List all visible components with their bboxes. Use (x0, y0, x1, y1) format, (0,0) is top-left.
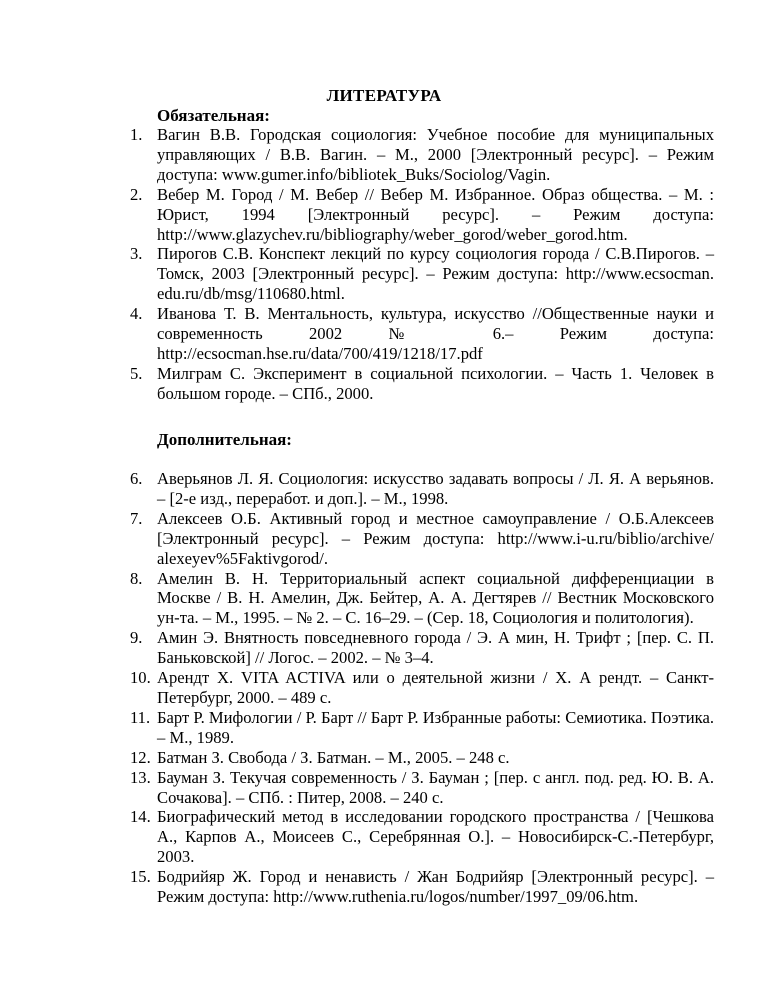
additional-heading: Дополнительная: (157, 430, 292, 449)
reference-item (130, 569, 714, 629)
reference-item (130, 509, 714, 569)
reference-number: 9. (130, 628, 143, 648)
reference-item (130, 807, 714, 867)
reference-number: 4. (130, 304, 143, 324)
reference-item (130, 469, 714, 509)
reference-text: Амин Э. Внятность повседневного города / Э. А мин, Н. Трифт ; [пер. С. П. Баньковской] // Логос. – 2002. – № 3–4. (157, 628, 714, 668)
reference-number: 6. (130, 469, 143, 488)
page-title: ЛИТЕРАТУРА (326, 86, 442, 105)
reference-number: 1. (130, 125, 143, 144)
reference-text: Милграм С. Эксперимент в социальной психологии. – Часть 1. Человек в большом городе. – СПб., 2000. (157, 363, 714, 403)
reference-text: Вебер М. Город / М. Вебер // Вебер М. Избранное. Образ общества. – М. : Юрист, 1994 [Электронный ресурс]. – Режим доступа: http://www.glazychev.ru/bibliography/weber_gorod/weber_gorod.htm. (157, 184, 714, 244)
reference-number: 15. (130, 867, 151, 887)
required-heading: Обязательная: (157, 106, 270, 125)
additional-references-list (130, 469, 714, 907)
reference-text: Барт Р. Мифологии / Р. Барт // Барт Р. Избранные работы: Семиотика. Поэтика. – М., 1989. (157, 707, 714, 747)
reference-item (130, 364, 714, 404)
reference-text: Амелин В. Н. Территориальный аспект социальной дифференциации в Москве / В. Н. Амелин, Дж. Бейтер, А. А. Дегтярев // Вестник Московского ун-та. – М., 1995. – № 2. – С. 16–29. – (Сер. 18, Социология и политология). (157, 568, 714, 628)
reference-item (130, 628, 714, 668)
reference-text: Иванова Т. В. Ментальность, культура, искусство //Общественные науки и современность 2002 № 6.– Режим доступа: http://ecsocman.hse.ru/data/700/419/1218/17.pdf (157, 304, 714, 363)
reference-text: Вагин В.В. Городская социология: Учебное пособие для муниципальных управляющих / В.В. Вагин. – М., 2000 [Электронный ресурс]. – Режим доступа: www.gumer.info/bibliotek_Buks/Sociolog/Vagin. (157, 125, 714, 184)
reference-number: 7. (130, 508, 143, 528)
reference-number: 11. (130, 707, 151, 727)
reference-number: 13. (130, 767, 151, 787)
reference-text: Батман З. Свобода / З. Батман. – М., 2005. – 248 с. (157, 747, 510, 767)
reference-number: 2. (130, 184, 143, 204)
reference-number: 10. (130, 668, 151, 688)
reference-item (130, 304, 714, 364)
reference-text: Бодрийяр Ж. Город и ненависть / Жан Бодрийяр [Электронный ресурс]. – Режим доступа: http://www.ruthenia.ru/logos/number/1997_09/06.htm. (157, 867, 714, 907)
reference-number: 12. (130, 747, 151, 767)
reference-text: Алексеев О.Б. Активный город и местное самоуправление / О.Б.Алексеев [Электронный ресурс]. – Режим доступа: http://www.i-u.ru/biblio/archive/ alexeyev%5Faktivgorod/. (157, 508, 714, 568)
reference-item (130, 708, 714, 748)
reference-item (130, 668, 714, 708)
reference-number: 5. (130, 363, 143, 383)
reference-text: Биографический метод в исследовании городского пространства / [Чешкова А., Карпов А., Моисеев С., Серебрянная О.]. – Новосибирск-С.-Петербург, 2003. (157, 807, 714, 867)
reference-item (130, 185, 714, 245)
reference-item (130, 125, 714, 185)
reference-number: 8. (130, 568, 143, 588)
reference-text: Арендт Х. VITA ACTIVA или о деятельной жизни / Х. А рендт. – Санкт-Петербург, 2000. – 489 с. (157, 668, 714, 707)
reference-item (130, 867, 714, 907)
reference-number: 14. (130, 807, 151, 827)
reference-item (130, 244, 714, 304)
reference-number: 3. (130, 244, 143, 264)
reference-item (130, 748, 714, 768)
required-references-list (130, 125, 714, 404)
reference-text: Аверьянов Л. Я. Социология: искусство задавать вопросы / Л. Я. А верьянов. – [2-е изд., переработ. и доп.]. – М., 1998. (157, 469, 714, 508)
reference-text: Пирогов С.В. Конспект лекций по курсу социология города / С.В.Пирогов. – Томск, 2003 [Электронный ресурс]. – Режим доступа: http://www.ecsocman. edu.ru/db/msg/110680.html. (157, 244, 714, 304)
reference-text: Бауман З. Текучая современность / З. Бауман ; [пер. с англ. под. ред. Ю. В. А. Сочакова]. – СПб. : Питер, 2008. – 240 с. (157, 767, 714, 807)
reference-item (130, 768, 714, 808)
